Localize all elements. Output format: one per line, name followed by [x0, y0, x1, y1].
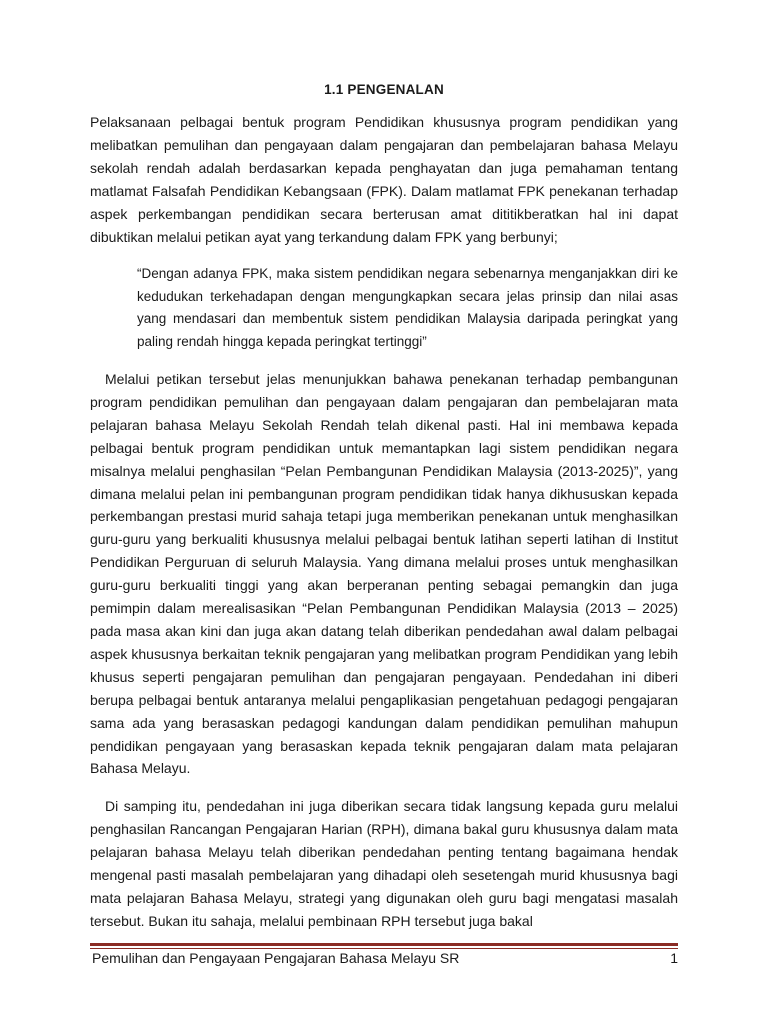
- paragraph-body: Melalui petikan tersebut jelas menunjukkan bahawa penekanan terhadap pembangunan program pendidikan pemulihan dan pengayaan dalam pengajaran dan pembelajaran mata pelajaran bahasa Melayu Sekolah Rendah telah dikenal pasti. Hal ini membawa kepada pelbagai bentuk program pendidikan untuk memantapkan lagi sistem pendidikan negara misalnya melalui penghasilan “Pelan Pembangunan Pendidikan Malaysia (2013-2025)”, yang dimana melalui pelan ini pembangunan program pendidikan tidak hanya dikhususkan kepada perkembangan prestasi murid sahaja tetapi juga memberikan penekanan untuk menghasilkan guru-guru yang berkualiti khususnya melalui pelbagai bentuk latihan seperti latihan di Institut Pendidikan Perguruan di seluruh Malaysia. Yang dimana melalui proses untuk menghasilkan guru-guru berkualiti tinggi yang akan berperanan penting sebagai pemangkin dan juga pemimpin dalam merealisasikan “Pelan Pembangunan Pendidikan Malaysia (2013 – 2025) pada masa akan kini dan juga akan datang telah diberikan pendedahan awal dalam pelbagai aspek khususnya berkaitan teknik pengajaran yang melibatkan program Pendidikan yang lebih khusus seperti pengajaran pemulihan dan pengajaran pengayaan. Pendedahan ini diberi berupa pelbagai bentuk antaranya melalui pengaplikasian pengetahuan pedagogi pengajaran sama ada yang berasaskan pedagogi kandungan dalam pendidikan pemulihan mahupun pendidikan pengayaan yang berasaskan kepada teknik pengajaran dalam mata pelajaran Bahasa Melayu.: [90, 371, 678, 777]
- paragraph-intro: Pelaksanaan pelbagai bentuk program Pendidikan khususnya program pendidikan yang melibatkan pemulihan dan pengayaan dalam pengajaran dan pembelajaran bahasa Melayu sekolah rendah adalah berdasarkan kepada penghayatan dan juga pemahaman tentang matlamat Falsafah Pendidikan Kebangsaan (FPK). Dalam matlamat FPK penekanan terhadap aspek perkembangan pendidikan secara berterusan amat dititikberatkan hal ini dapat dibuktikan melalui petikan ayat yang terkandung dalam FPK yang berbunyi;: [90, 114, 678, 245]
- page-number: 1: [670, 950, 678, 966]
- block-quote: “Dengan adanya FPK, maka sistem pendidikan negara sebenarnya menganjakkan diri ke kedudukan terkehadapan dengan mengungkapkan secara jelas prinsip dan nilai asas yang mendasari dan membentuk sistem pendidikan Malaysia daripada peringkat yang paling rendah hingga kepada peringkat tertinggi”: [137, 266, 678, 350]
- footer-title: Pemulihan dan Pengayaan Pengajaran Bahasa Melayu SR: [92, 950, 460, 966]
- footer-rule-thick: [90, 943, 678, 946]
- section-heading: 1.1 PENGENALAN: [324, 82, 444, 97]
- footer-rule-thin: [90, 948, 678, 949]
- paragraph-continuation: Di samping itu, pendedahan ini juga diberikan secara tidak langsung kepada guru melalui penghasilan Rancangan Pengajaran Harian (RPH), dimana bakal guru khususnya dalam mata pelajaran bahasa Melayu telah diberikan pendedahan penting tentang bagaimana hendak mengenal pasti masalah pembelajaran yang dihadapi oleh sesetengah murid khususnya bagi mata pelajaran Bahasa Melayu, strategi yang digunakan oleh guru bagi mengatasi masalah tersebut. Bukan itu sahaja, melalui pembinaan RPH tersebut juga bakal: [90, 798, 678, 929]
